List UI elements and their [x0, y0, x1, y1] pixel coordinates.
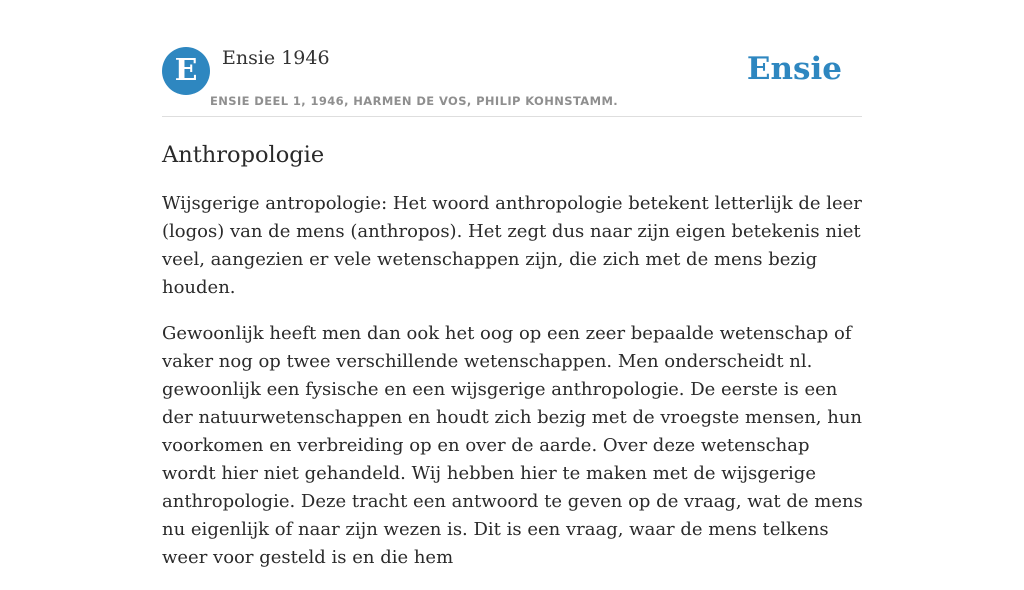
article — [162, 140, 866, 590]
article-title: Anthropologie — [162, 142, 325, 168]
source-header — [162, 44, 862, 117]
article-paragraph: Gewoonlijk heeft men dan ook het oog op een zeer bepaalde wetenschap of vaker nog op twee verschillende wetenschappen. Men onderscheidt nl. gewoonlijk een fysische en een wijsgerige anthropologie. De eerste is een der natuurwetenschappen en houdt zich bezig met de vroegste mensen, hun voorkomen en verbreiding op en over de aarde. Over deze wetenschap wordt hier niet gehandeld. Wij hebben hier te maken met de wijsgerige anthropologie. Deze tracht een antwoord te geven op de vraag, wat de mens nu eigenlijk of naar zijn wezen is. Dit is een vraag, waar de mens telkens weer voor gesteld is en die hem — [162, 323, 863, 568]
source-meta: ENSIE DEEL 1, 1946, HARMEN DE VOS, PHILIP KOHNSTAMM. — [210, 94, 619, 108]
brand-logo[interactable]: Ensie — [746, 51, 842, 87]
source-logo-icon[interactable]: E — [162, 47, 210, 95]
article-paragraph: Wijsgerige antropologie: Het woord anthropologie betekent letterlijk de leer (logos) van de mens (anthropos). Het zegt dus naar zijn eigen betekenis niet veel, aangezien er vele wetenschappen zijn, die zich met de mens bezig houden. — [162, 193, 862, 298]
source-title-link[interactable]: Ensie 1946 — [222, 47, 330, 69]
